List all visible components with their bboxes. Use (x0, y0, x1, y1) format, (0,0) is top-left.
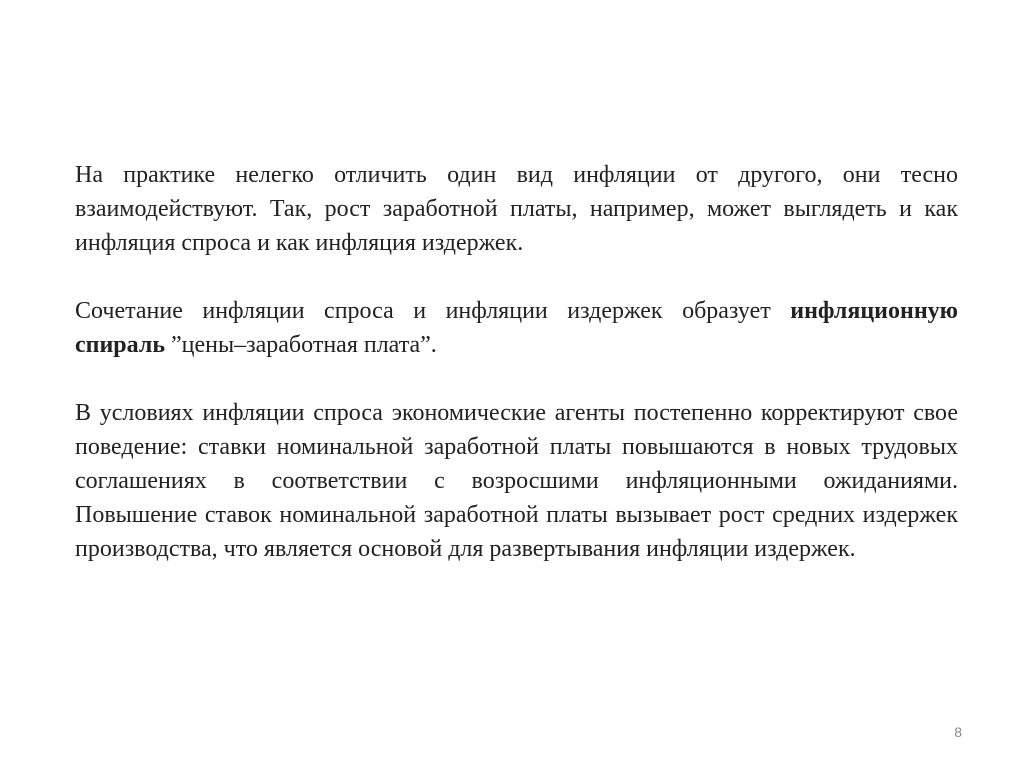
spiral-text-before: Сочетание инфляции спроса и инфляции издержек образует (75, 298, 791, 324)
page-number: 8 (954, 724, 962, 740)
spiral-term-bold: инфляционную спираль (75, 298, 958, 358)
paragraph-demand-inflation: В условиях инфляции спроса экономические агенты постепенно корректируют свое поведение: ставки номинальной заработной платы повышаются в новых трудовых соглашениях в соответствии с возросшими инфляционными ожиданиями. Повышение ставок номинальной заработной платы вызывает рост средних издержек производства, что является основой для развертывания инфляции издержек. (75, 400, 958, 562)
spiral-text-after: ”цены–заработная плата”. (165, 332, 437, 358)
paragraph-inflation-spiral (75, 294, 958, 362)
paragraph-inflation-types: На практике нелегко отличить один вид инфляции от другого, они тесно взаимодействуют. Так, рост заработной платы, например, может выглядеть и как инфляция спроса и как инфляция издержек. (75, 162, 958, 256)
slide-body (75, 158, 958, 566)
